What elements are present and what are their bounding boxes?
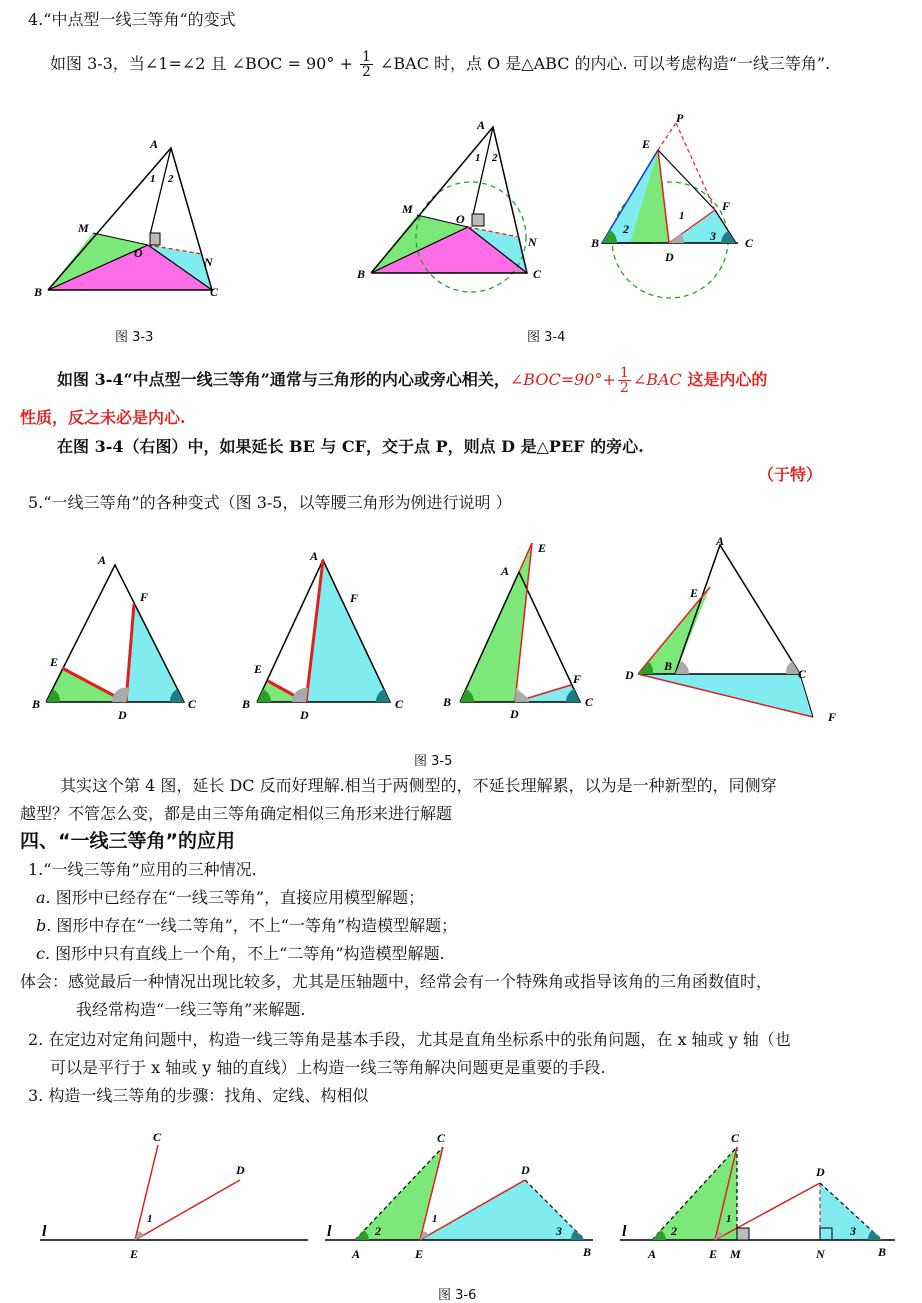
fig36b-label-1: 1: [432, 1213, 438, 1225]
figure-3-6-c: [620, 1125, 900, 1265]
fig35a-label-d: D: [118, 708, 127, 722]
fig34r-label-b: B: [591, 236, 600, 250]
item2-line1: 2. 在定边对定角问题中，构造一线三等角是基本手段，尤其是直角坐标系中的张角问题，在 x 轴或 y 轴（也: [28, 1030, 791, 1049]
item-b-text: 图形中存在“一线二等角”，不上“一等角”构造模型解题；: [51, 916, 458, 935]
fig33-label-o: O: [134, 246, 143, 260]
fig34r-label-f: F: [722, 199, 731, 213]
para3-line1: 其实这个第 4 图，延长 DC 反而好理解.相当于两侧型的，不延长理解累，以为是一种新型的，同侧穿: [60, 776, 777, 795]
fig36a-label-e: E: [130, 1247, 139, 1261]
fig33-label-n: N: [204, 255, 213, 269]
item-c-text: 图形中只有直线上一个角，不上“二等角”构造模型解题.: [50, 944, 445, 963]
fig34r-fp-dashed: [676, 123, 715, 210]
fig33-label-a: A: [150, 137, 159, 151]
fig34l-label-n: N: [528, 235, 537, 249]
fig36c-label-l: l: [622, 1223, 627, 1240]
fig35b-cyan: [306, 560, 390, 702]
fig33-label-m: M: [78, 221, 89, 235]
fig34r-label-1: 1: [679, 210, 685, 222]
fig36c-label-2: 2: [671, 1224, 677, 1238]
fig36c-label-d: D: [816, 1165, 825, 1179]
fig35b-label-b: B: [242, 697, 251, 711]
fig35d-label-c: C: [798, 667, 807, 681]
figure-3-5-c: [440, 540, 600, 720]
para1-d: 这是内心的: [681, 370, 768, 389]
para1-fraction: [618, 366, 631, 395]
fig36b-label-b: B: [583, 1245, 592, 1259]
fig35a-label-f: F: [140, 590, 149, 604]
fig35c-label-f: F: [573, 672, 582, 686]
author-note: （于特）: [758, 465, 823, 484]
fig35a-cyan: [126, 604, 184, 702]
fig34l-label-c: C: [533, 267, 542, 281]
fig36b-label-l: l: [327, 1223, 332, 1240]
item-a-text: 图形中已经存在“一线三等角”，直接应用模型解题；: [50, 888, 425, 907]
caption-fig-3-4: 图 3-4: [527, 330, 566, 345]
fig36a-label-1: 1: [147, 1213, 153, 1225]
fraction-den: 2: [361, 64, 371, 80]
fig36b-label-3: 3: [556, 1224, 562, 1238]
fig36c-label-b: B: [878, 1245, 887, 1259]
fig35c-label-c: C: [585, 695, 594, 709]
fig34l-ao: [473, 127, 493, 215]
section-4-text-b: ∠BAC 时，点 O 是△ABC 的内心. 可以考虑构造“一线三等角”.: [379, 54, 831, 73]
fig34l-label-b: B: [357, 267, 366, 281]
fig33-label-1: 1: [150, 173, 156, 185]
fig35d-label-a: A: [716, 534, 725, 548]
fig34r-label-d: D: [665, 250, 674, 264]
fig36c-label-c: C: [731, 1131, 740, 1145]
fig33-label-c: C: [210, 285, 219, 299]
fig35b-label-c: C: [395, 697, 404, 711]
caption-fig-3-3: 图 3-3: [115, 330, 154, 345]
fig34r-ef: [658, 150, 715, 210]
fig36c-label-a: A: [648, 1247, 657, 1261]
item-a-letter: a.: [36, 888, 51, 907]
fig35c-label-e: E: [538, 541, 547, 555]
item-c-letter: c.: [36, 944, 51, 963]
figure-3-3: [30, 130, 230, 300]
figure-3-4-right: [590, 110, 770, 305]
fig36c-label-3: 3: [850, 1224, 856, 1238]
para1-frac-num: 1: [619, 365, 629, 381]
fig35a-label-e: E: [50, 655, 59, 669]
fig36c-label-m: M: [730, 1247, 741, 1261]
item-b-letter: b.: [36, 916, 52, 935]
para1-a: 如图 3-4“中点型一线三等角”通常与三角形的内心或旁心相关，: [57, 370, 510, 389]
fig36b-label-a: A: [352, 1247, 361, 1261]
para2: 在图 3-4（右图）中，如果延长 BE 与 CF，交于点 P，则点 D 是△PEF 的旁心.: [57, 437, 644, 456]
fig34r-label-p: P: [676, 111, 684, 125]
fig34r-label-e: E: [642, 137, 651, 151]
section-four-heading: 四、“一线三等角”的应用: [20, 830, 235, 852]
fig33-label-2: 2: [168, 173, 174, 185]
fig35d-label-d: D: [625, 668, 634, 682]
para1-formula-a: ∠BOC=90°+: [509, 370, 616, 389]
fig36a-label-l: l: [42, 1223, 47, 1240]
fig36a-label-c: C: [153, 1130, 162, 1144]
fig36b-label-d: D: [521, 1163, 530, 1177]
figure-3-6-a: [40, 1125, 315, 1265]
section-4-title: 4.“中点型一线三等角“的变式: [28, 10, 236, 29]
tihui-line2: 我经常构造“一线三等角”来解题.: [76, 1000, 306, 1019]
fig36a-ec: [135, 1145, 158, 1240]
figure-3-5-b: [240, 548, 410, 720]
fig34r-label-2: 2: [623, 222, 629, 236]
fig36b-label-2: 2: [375, 1224, 381, 1238]
fig35c-angle-d: [515, 688, 529, 702]
fig36c-label-1: 1: [726, 1213, 732, 1225]
fig33-right-angle: [150, 233, 160, 245]
para3-line2: 越型？不管怎么变，都是由三等角确定相似三角形来进行解题: [20, 804, 453, 823]
figure-3-4-left: [355, 115, 555, 290]
fig36b-label-e: E: [415, 1247, 424, 1261]
fig35d-label-f: F: [828, 710, 837, 724]
fig35d-label-b: B: [664, 659, 673, 673]
fig36a-ed: [135, 1180, 240, 1240]
fraction-num: 1: [361, 49, 371, 65]
fig36c-label-n: N: [816, 1247, 825, 1261]
fig36a-label-d: D: [236, 1163, 245, 1177]
fig35b-label-d: D: [300, 708, 309, 722]
fig36c-label-e: E: [709, 1247, 718, 1261]
caption-fig-3-5: 图 3-5: [414, 754, 453, 769]
figure-3-5-d: [620, 535, 850, 730]
fig34r-label-3: 3: [710, 229, 716, 243]
fig34l-right-angle: [472, 214, 484, 226]
item-a: [36, 888, 424, 908]
fig34r-ep-dashed: [658, 123, 676, 150]
fig34r-angle-1: [669, 234, 684, 243]
fig33-label-b: B: [34, 285, 43, 299]
fig36c-right-angle-m: [737, 1228, 749, 1240]
fig34l-label-2: 2: [492, 152, 498, 164]
fig36b-label-c: C: [437, 1131, 446, 1145]
fig34l-label-1: 1: [475, 152, 481, 164]
item3: 3. 构造一线三等角的步骤：找角、定线、构相似: [28, 1086, 369, 1105]
section-5-title: 5.“一线三等角”的各种变式（图 3-5，以等腰三角形为例进行说明 ）: [28, 493, 512, 512]
fig35a-label-a: A: [98, 553, 107, 567]
para1-line2: 性质，反之未必是内心.: [20, 408, 186, 427]
fig35c-label-a: A: [501, 564, 510, 578]
fig35c-label-b: B: [443, 695, 452, 709]
fig34l-label-m: M: [402, 202, 413, 216]
section-4-text: [50, 50, 830, 79]
item1: 1.“一线三等角”应用的三种情况.: [28, 860, 257, 879]
fig35b-label-e: E: [254, 662, 263, 676]
para1-formula-b: ∠BAC: [632, 370, 682, 389]
item-b: [36, 916, 457, 936]
item-c: [36, 944, 445, 964]
fraction-half: [360, 50, 373, 79]
fig35b-label-f: F: [350, 591, 359, 605]
fig35b-label-a: A: [310, 549, 319, 563]
fig34l-label-a: A: [477, 118, 486, 132]
fig35a-label-c: C: [188, 697, 197, 711]
fig34r-label-c: C: [745, 236, 754, 250]
para1-line1: [57, 366, 767, 395]
item2-line2: 可以是平行于 x 轴或 y 轴的直线）上构造一线三等角解决问题更是重要的手段.: [50, 1058, 606, 1077]
tihui-line1: 体会：感觉最后一种情况出现比较多，尤其是压轴题中，经常会有一个特殊角或指导该角的三角函数值时，: [20, 972, 773, 991]
figure-3-5-a: [30, 550, 205, 720]
fig35b-angle-d: [292, 688, 308, 702]
fig34l-label-o: O: [456, 212, 465, 226]
para1-frac-den: 2: [619, 380, 629, 396]
caption-fig-3-6: 图 3-6: [438, 1288, 477, 1303]
fig35a-label-b: B: [32, 697, 41, 711]
fig35d-label-e: E: [690, 586, 699, 600]
figure-3-6-b: [325, 1125, 595, 1265]
section-4-text-a: 如图 3-3，当∠1=∠2 且 ∠BOC = 90° +: [50, 54, 353, 73]
fig35c-label-d: D: [510, 707, 519, 721]
